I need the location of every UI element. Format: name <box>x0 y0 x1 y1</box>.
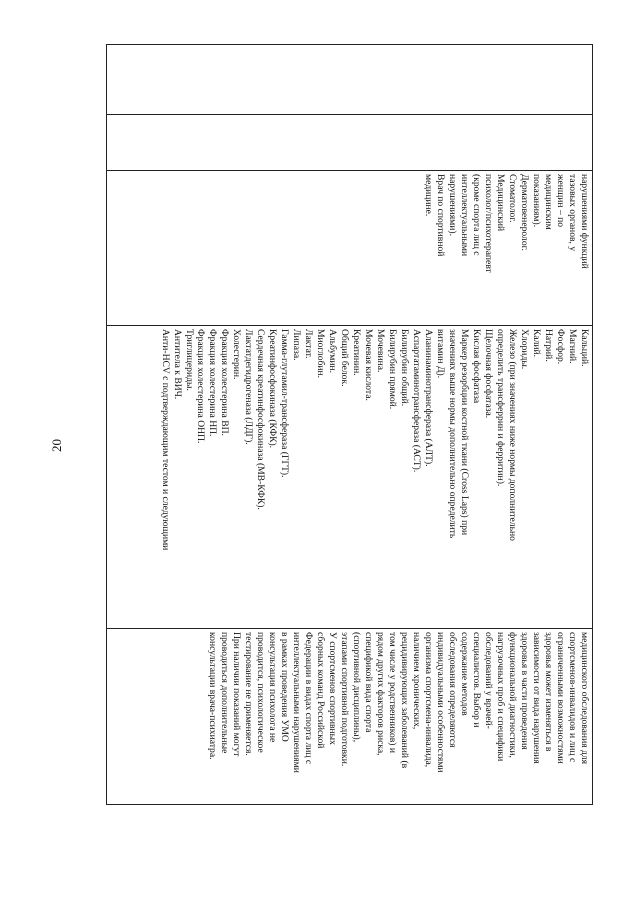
lab-test-line: Гамма-глутамил-трансфераза (ГГТ). <box>279 329 291 478</box>
lab-test-line: значениях выше нормы дополнительно определить <box>447 329 459 539</box>
cell-lab-tests <box>107 326 593 629</box>
lab-test-line: Миоглобин. <box>315 329 327 379</box>
note-line: проводиться дополнительные <box>219 632 231 754</box>
lab-test-line: Фракция холестерина ОНП. <box>195 329 207 444</box>
lab-test-line: Лактатдегидрогеназа (ЛДГ). <box>243 329 255 445</box>
lab-test-line: Фосфор. <box>555 329 567 365</box>
note-line: (спортивной дисциплины), <box>351 632 363 743</box>
specialist-line: показаниям). <box>531 174 543 228</box>
lab-test-line: витамин Д). <box>435 329 447 379</box>
note-line: наличием хронических, <box>411 632 423 730</box>
note-line: консультации врача-психиатра. <box>207 632 219 760</box>
note-line: функциональной диагностики, <box>507 632 519 758</box>
note-line: рядом других факторов риска, <box>375 632 387 756</box>
specialist-line: психолог/психотерапевт <box>483 174 495 273</box>
note-line: нагрузочных проб и специфики <box>495 632 507 762</box>
specialist-line: Дерматовенеролог. <box>519 174 531 251</box>
lab-test-line: Креатинфосфокиназа (КФК). <box>267 329 279 449</box>
note-line: Федерации в видах спорта лиц с <box>303 632 315 765</box>
note-line: организма спортсмена-инвалида, <box>423 632 435 768</box>
specialist-line: медицине. <box>423 174 435 217</box>
rotated-landscape-page <box>106 44 593 804</box>
lab-test-line: Кальций. <box>579 329 590 367</box>
note-line: рецидивирующих заболеваний (в <box>399 632 411 769</box>
note-line: обследования определяются <box>447 632 459 748</box>
cell-notes <box>107 629 593 805</box>
lab-test-line: Фракция холестерина ВП. <box>219 329 231 436</box>
lab-test-line: Билирубин общий. <box>399 329 411 407</box>
lab-test-line: Фракция холестерина НП. <box>207 329 219 437</box>
note-line: интеллектуальными нарушениями <box>291 632 303 773</box>
page-number: 20 <box>49 439 64 452</box>
lab-test-line: Мочевина. <box>375 329 387 373</box>
lab-test-line: Альбумин. <box>327 329 339 374</box>
specialist-line: (кроме спорта лиц с <box>471 174 483 256</box>
note-line: сборных команд Российской <box>315 632 327 749</box>
note-line: медицинского обследования для <box>579 632 590 765</box>
lab-test-line: Аланинаминотрансфераза (АЛТ). <box>423 329 435 467</box>
lab-test-line: Аспартатаминотрансфераза (АСТ). <box>411 329 423 473</box>
lab-test-line: Маркер резорбции костной ткани (Cross Laps) при <box>459 329 471 536</box>
lab-test-line: Антитела к ВИЧ. <box>171 329 183 400</box>
note-line: здоровья в части проведения <box>519 632 531 750</box>
lab-test-line: Железо (при значениях ниже нормы дополнительно <box>507 329 519 541</box>
specialist-line: Врач по спортивной <box>435 174 447 257</box>
specialist-line: нарушениями функций <box>579 174 590 269</box>
note-line: том числе у родственников) и <box>387 632 399 754</box>
specialist-line: женщин – по <box>555 174 567 228</box>
note-line: обследований у врачей- <box>483 632 495 729</box>
cell-blank-1 <box>107 45 593 115</box>
specialist-line: тазовых органов, у <box>567 174 579 252</box>
cell-blank-2 <box>107 115 593 171</box>
note-line: ограниченными возможностями <box>555 632 567 764</box>
lab-test-line: Холестерин. <box>231 329 243 380</box>
lab-test-line: Липаза. <box>291 329 303 361</box>
note-line: тестирование не применяется. <box>243 632 255 756</box>
lab-test-line: Натрий. <box>543 329 555 362</box>
medical-exam-table <box>106 44 593 805</box>
note-line: У спортсменов спортивных <box>327 632 339 745</box>
lab-test-line: Хлориды. <box>519 329 531 370</box>
lab-test-line: Мочевая кислота. <box>363 329 375 401</box>
lab-test-line: Билирубин прямой. <box>387 329 399 410</box>
note-line: зависимости от вида нарушения <box>531 632 543 764</box>
specialist-line: нарушениями). <box>447 174 459 236</box>
note-line: спецификой вида спорта <box>363 632 375 733</box>
note-line: в рамках проведения УМО <box>279 632 291 742</box>
note-line: спортсменов-инвалидов и лиц с <box>567 632 579 763</box>
specialist-line: Стоматолог. <box>507 174 519 223</box>
note-line: этапами спортивной подготовки. <box>339 632 351 767</box>
lab-test-line: Триглицериды. <box>183 329 195 391</box>
lab-test-line: Общий белок. <box>339 329 351 387</box>
specialist-line: медицинским <box>543 174 555 230</box>
specialist-line: Медицинский <box>495 174 507 232</box>
lab-test-line: определить трансферрин и ферритин). <box>495 329 507 487</box>
lab-test-line: Анти-HCV с подтверждающим тестом и следующими <box>159 329 171 551</box>
note-line: проводится, психологическое <box>255 632 267 753</box>
note-line: здоровья может изменяться в <box>543 632 555 752</box>
lab-test-line: Калий. <box>531 329 543 358</box>
lab-test-line: Магний. <box>567 329 579 364</box>
lab-test-line: Лактат. <box>303 329 315 359</box>
specialist-line: интеллектуальными <box>459 174 471 257</box>
note-line: специалистов. Выбор и <box>471 632 483 728</box>
lab-test-line: Сердечная креатинфосфокиназа (МВ-КФК). <box>255 329 267 510</box>
note-line: консультация психолога не <box>267 632 279 743</box>
lab-test-line: Щелочная фосфатаза. <box>483 329 495 419</box>
lab-test-line: Креатинин. <box>351 329 363 376</box>
note-line: содержание методов <box>459 632 471 716</box>
note-line: При наличии показаний могут <box>231 632 243 757</box>
cell-specialists <box>107 171 593 326</box>
note-line: индивидуальными особенностями <box>435 632 447 773</box>
lab-test-line: Кислая фосфатаза <box>471 329 483 404</box>
table-row <box>107 45 593 805</box>
